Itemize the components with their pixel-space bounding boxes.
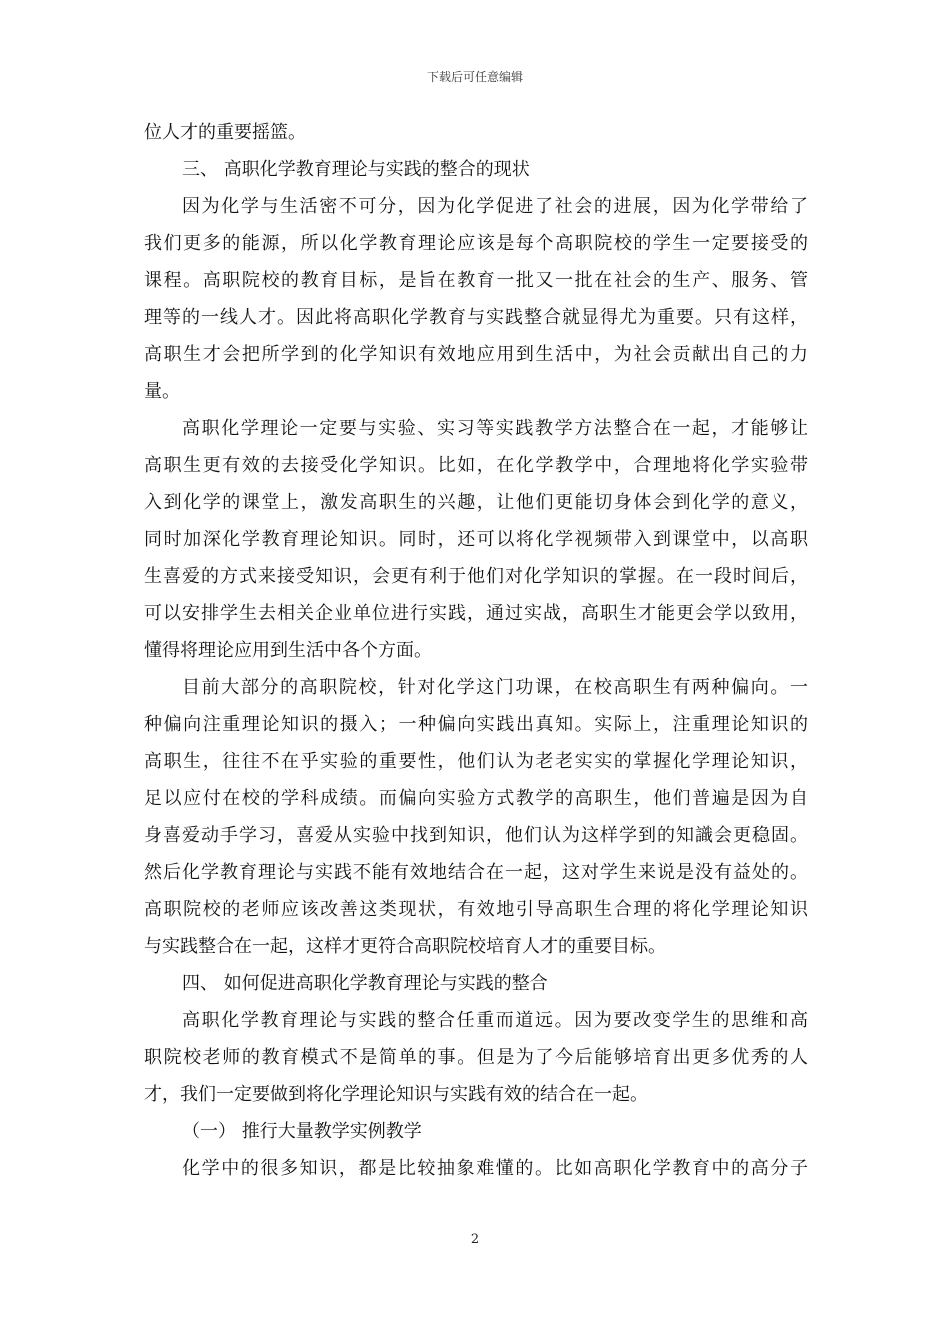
text-line: 位人才的重要摇篮。 [144, 122, 306, 143]
text-line: 量。 [144, 381, 180, 402]
text-line: 然后化学教育理论与实践不能有效地结合在一起，这对学生来说是没有益处的。 [144, 862, 808, 883]
text-line: 与实践整合在一起，这样才更符合高职院校培育人才的重要目标。 [144, 936, 666, 957]
text-line: 足以应付在校的学科成绩。而偏向实验方式教学的高职生，他们普遍是因为自 [144, 788, 808, 809]
text-line: 高职院校的老师应该改善这类现状，有效地引导高职生合理的将化学理论知识 [144, 899, 808, 920]
text-line: 目前大部分的高职院校，针对化学这门功课，在校高职生有两种偏向。一 [182, 677, 808, 698]
text-line: 高职生才会把所学到的化学知识有效地应用到生活中，为社会贡献出自己的力 [144, 344, 808, 365]
text-line: 高职生更有效的去接受化学知识。比如，在化学教学中，合理地将化学实验带 [144, 455, 808, 476]
text-line: 身喜爱动手学习，喜爱从实验中找到知识，他们认为这样学到的知識会更稳固。 [144, 825, 808, 846]
text-line: 课程。高职院校的教育目标，是旨在教育一批又一批在社会的生产、服务、管 [144, 270, 808, 291]
text-line: 职院校老师的教育模式不是简单的事。但是为了今后能够培育出更多优秀的人 [144, 1047, 808, 1068]
text-line: 才，我们一定要做到将化学理论知识与实践有效的结合在一起。 [144, 1084, 648, 1105]
text-line: 高职化学理论一定要与实验、实习等实践教学方法整合在一起，才能够让 [182, 418, 808, 439]
text-line: 因为化学与生活密不可分，因为化学促进了社会的进展，因为化学带给了 [182, 196, 808, 217]
text-line: 理等的一线人才。因此将高职化学教育与实践整合就显得尤为重要。只有这样， [144, 307, 808, 328]
section-heading: 四、 如何促进高职化学教育理论与实践的整合 [182, 973, 548, 994]
text-line: 懂得将理论应用到生活中各个方面。 [144, 640, 432, 661]
section-heading: （一） 推行大量教学实例教学 [182, 1121, 422, 1142]
page-header: 下载后可任意编辑 [426, 70, 523, 84]
section-heading: 三、 高职化学教育理论与实践的整合的现状 [182, 159, 530, 180]
text-line: 化学中的很多知识，都是比较抽象难懂的。比如高职化学教育中的高分子 [182, 1158, 808, 1179]
text-line: 生喜爱的方式来接受知识，会更有利于他们对化学知识的掌握。在一段时间后， [144, 566, 808, 587]
text-line: 我们更多的能源，所以化学教育理论应该是每个高职院校的学生一定要接受的 [144, 233, 808, 254]
text-line: 入到化学的课堂上，激发高职生的兴趣，让他们更能切身体会到化学的意义， [144, 492, 808, 513]
text-line: 可以安排学生去相关企业单位进行实践，通过实战，高职生才能更会学以致用， [144, 603, 808, 624]
text-line: 种偏向注重理论知识的摄入；一种偏向实践出真知。实际上，注重理论知识的 [144, 714, 808, 735]
text-line: 同时加深化学教育理论知识。同时，还可以将化学视频带入到课堂中，以高职 [144, 529, 808, 550]
document-body [144, 114, 808, 1187]
text-line: 高职生，往往不在乎实验的重要性，他们认为老老实实的掌握化学理论知识， [144, 751, 808, 772]
text-line: 高职化学教育理论与实践的整合任重而道远。因为要改变学生的思维和高 [182, 1010, 808, 1031]
page-number: 2 [470, 1232, 480, 1247]
